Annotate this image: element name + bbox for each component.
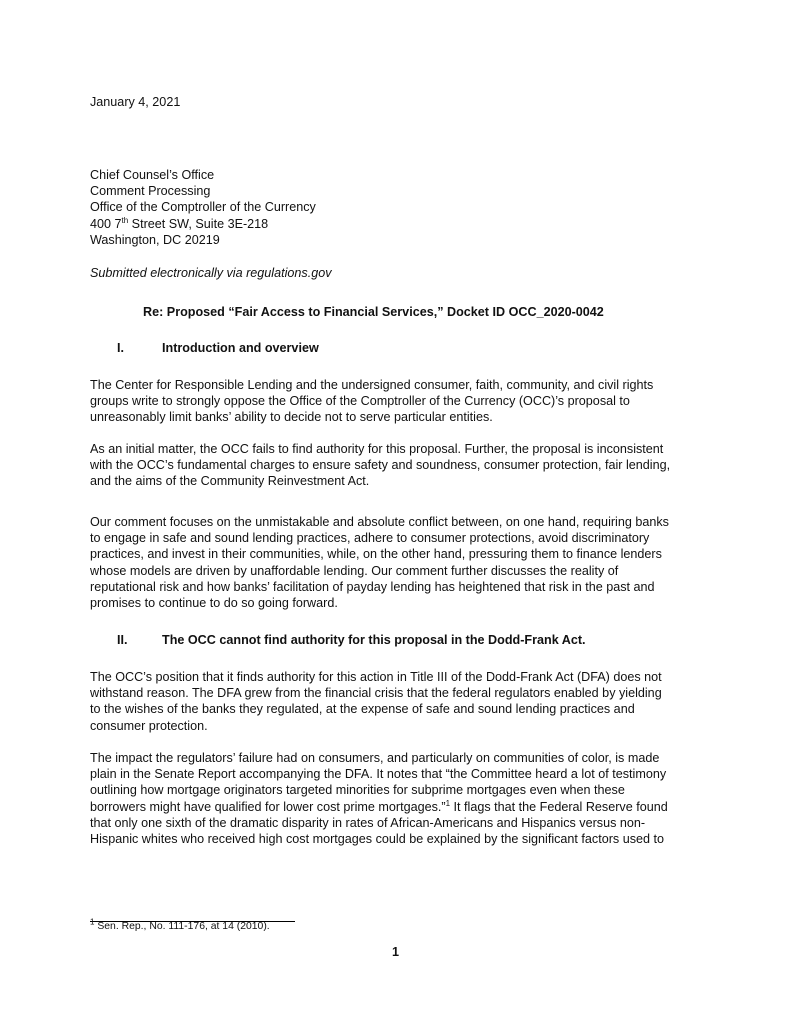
paragraph-line: unreasonably limit banks’ ability to decide not to serve particular entities.	[90, 410, 493, 425]
addressee-street-line	[90, 216, 705, 232]
addressee-block	[90, 167, 705, 248]
section-heading: Introduction and overview	[162, 341, 319, 355]
section-heading: The OCC cannot find authority for this proposal in the Dodd-Frank Act.	[162, 633, 586, 647]
paragraph-line: Hispanic whites who received high cost mortgages could be explained by the significant factors used to	[90, 832, 665, 847]
street-ordinal-suffix: th	[121, 215, 129, 225]
submission-note: Submitted electronically via regulations.gov	[90, 266, 332, 280]
street-rest: Street SW, Suite 3E-218	[128, 216, 269, 231]
paragraph-line: plain in the Senate Report accompanying the DFA. It notes that “the Committee heard a lot of testimony	[90, 767, 667, 782]
body-paragraph	[90, 514, 705, 611]
addressee-line: Chief Counsel’s Office	[90, 168, 215, 182]
paragraph-line: consumer protection.	[90, 718, 208, 733]
paragraph-line: Our comment focuses on the unmistakable and absolute conflict between, on one hand, requiring banks	[90, 515, 669, 529]
paragraph-line: and the aims of the Community Reinvestment Act.	[90, 474, 370, 489]
footnote-reference[interactable]: 1	[445, 798, 451, 808]
re-line: Re: Proposed “Fair Access to Financial Services,” Docket ID OCC_2020-0042	[143, 305, 604, 319]
paragraph-line: with the OCC’s fundamental charges to ensure safety and soundness, consumer protection, fair lending,	[90, 458, 671, 473]
paragraph-line: practices, and invest in their communities, while, on the other hand, pressuring them to finance lenders	[90, 547, 662, 562]
footnote-text: Sen. Rep., No. 111-176, at 14 (2010).	[94, 921, 270, 932]
body-paragraph	[90, 377, 705, 426]
paragraph-line: whose models are driven by unaffordable lending. Our comment further discusses the reality of	[90, 563, 619, 578]
street-number: 400 7	[90, 216, 122, 231]
footnote	[90, 919, 270, 935]
paragraph-line: outlining how mortgage originators targeted minorities for subprime mortgages even when these	[90, 783, 625, 798]
paragraph-line: to engage in safe and sound lending practices, adhere to consumer protections, avoid discriminatory	[90, 531, 650, 546]
paragraph-line	[90, 799, 705, 815]
paragraph-line: The OCC’s position that it finds authority for this action in Title III of the Dodd-Frank Act (DFA) does not	[90, 670, 662, 684]
paragraph-line: The Center for Responsible Lending and the undersigned consumer, faith, community, and civil rights	[90, 378, 654, 392]
paragraph-line: promises to continue to do so going forward.	[90, 596, 338, 611]
body-paragraph	[90, 669, 705, 734]
addressee-line: Comment Processing	[90, 184, 211, 199]
page-number: 1	[391, 945, 399, 959]
paragraph-line: that only one sixth of the dramatic disparity in rates of African-Americans and Hispanics versus non-	[90, 815, 646, 830]
section-number: II.	[117, 633, 128, 647]
addressee-line: Washington, DC 20219	[90, 232, 220, 247]
paragraph-line: withstand reason. The DFA grew from the financial crisis that the federal regulators enabled by yielding	[90, 686, 662, 701]
paragraph-line: The impact the regulators’ failure had on consumers, and particularly on communities of color, is made	[90, 751, 660, 765]
paragraph-line: groups write to strongly oppose the Office of the Comptroller of the Currency (OCC)’s proposal to	[90, 394, 630, 409]
line-text: It flags that the Federal Reserve found	[450, 799, 668, 814]
section-number: I.	[117, 341, 124, 355]
paragraph-line: reputational risk and how banks’ facilitation of payday lending has heightened that risk in the past and	[90, 579, 655, 594]
line-text: borrowers might have qualified for lower cost prime mortgages.”	[90, 799, 446, 814]
addressee-line: Office of the Comptroller of the Currency	[90, 200, 316, 215]
paragraph-line: As an initial matter, the OCC fails to find authority for this proposal. Further, the proposal is inconsistent	[90, 442, 664, 456]
paragraph-line: to the wishes of the banks they regulated, at the expense of safe and sound lending practices and	[90, 702, 635, 717]
body-paragraph	[90, 750, 705, 847]
footnote-marker: 1	[90, 917, 95, 927]
body-paragraph	[90, 441, 705, 490]
letter-date: January 4, 2021	[90, 95, 181, 109]
